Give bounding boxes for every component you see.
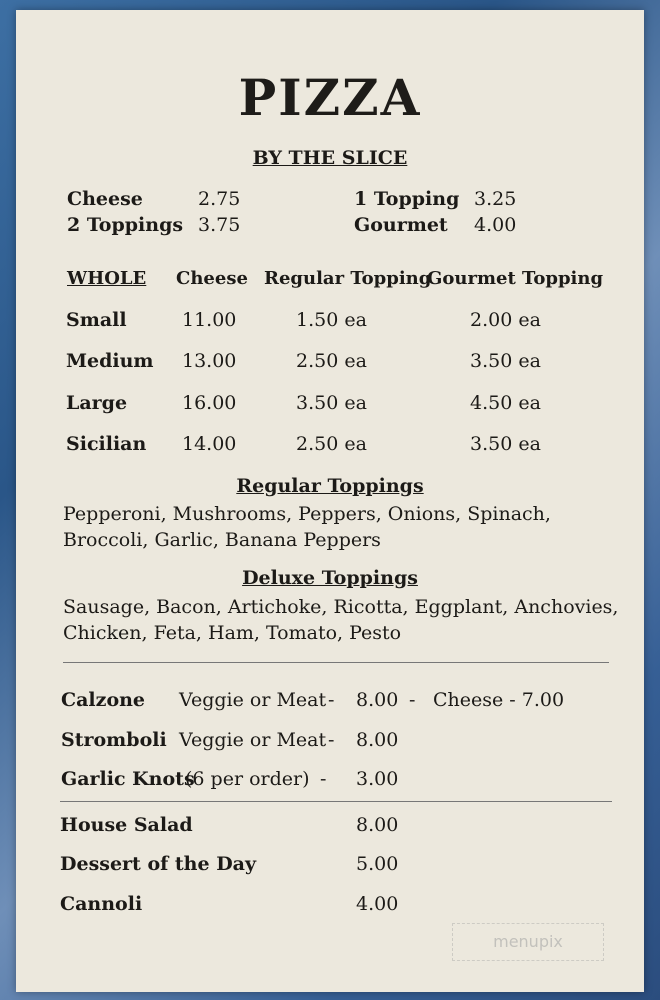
by-the-slice-heading: BY THE SLICE (252, 147, 408, 169)
size-label: Large (66, 392, 128, 414)
gourmet-price: 3.50 ea (470, 433, 541, 455)
size-label: Medium (66, 350, 154, 372)
calzone-desc: Veggie or Meat (179, 689, 327, 711)
cannoli-name: Cannoli (60, 893, 143, 915)
regular-price: 3.50 ea (296, 392, 367, 414)
regular-toppings-list: Pepperoni, Mushrooms, Peppers, Onions, Spinach, Broccoli, Garlic, Banana Peppers (63, 503, 551, 551)
slice-item-price: 3.25 (474, 188, 517, 210)
slice-item-name: Gourmet (354, 214, 448, 236)
garlic-knots-dash: - (320, 768, 327, 790)
stromboli-dash: - (328, 729, 335, 751)
slice-item-name: 2 Toppings (67, 214, 184, 236)
dessert-name: Dessert of the Day (60, 853, 257, 875)
slice-item-name: 1 Topping (354, 188, 460, 210)
house-salad-price: 8.00 (356, 814, 399, 836)
size-label: Small (66, 309, 127, 331)
slice-item-name: Cheese (67, 188, 143, 210)
cheese-header: Cheese (176, 268, 248, 289)
divider (60, 801, 612, 802)
gourmet-price: 4.50 ea (470, 392, 541, 414)
house-salad-name: House Salad (60, 814, 193, 836)
regular-toppings-heading: Regular Toppings (236, 475, 424, 497)
regular-price: 1.50 ea (296, 309, 367, 331)
whole-header: WHOLE (67, 268, 147, 289)
size-label: Sicilian (66, 433, 147, 455)
gourmet-topping-header: Gourmet Topping (427, 268, 604, 289)
watermark: menupix (452, 923, 604, 961)
cannoli-price: 4.00 (356, 893, 399, 915)
calzone-cheese-price: Cheese - 7.00 (433, 689, 565, 711)
calzone-dash: - (328, 689, 335, 711)
garlic-knots-desc: (6 per order) (185, 768, 310, 790)
menu-title: PIZZA (238, 68, 422, 127)
deluxe-toppings-list: Sausage, Bacon, Artichoke, Ricotta, Eggplant, Anchovies, Chicken, Feta, Ham, Tomato, Pesto (63, 596, 619, 644)
garlic-knots-price: 3.00 (356, 768, 399, 790)
regular-price: 2.50 ea (296, 350, 367, 372)
calzone-dash-2: - (409, 689, 416, 711)
gourmet-price: 3.50 ea (470, 350, 541, 372)
slice-item-price: 2.75 (198, 188, 241, 210)
cheese-price: 16.00 (182, 392, 237, 414)
menu-card (16, 10, 644, 992)
dessert-price: 5.00 (356, 853, 399, 875)
regular-topping-header: Regular Topping (264, 268, 432, 289)
cheese-price: 11.00 (182, 309, 237, 331)
cheese-price: 14.00 (182, 433, 237, 455)
cheese-price: 13.00 (182, 350, 237, 372)
calzone-name: Calzone (61, 689, 146, 711)
garlic-knots-name: Garlic Knots (61, 768, 195, 790)
stromboli-price: 8.00 (356, 729, 399, 751)
divider (63, 662, 609, 663)
stromboli-desc: Veggie or Meat (179, 729, 327, 751)
calzone-price: 8.00 (356, 689, 399, 711)
deluxe-toppings-heading: Deluxe Toppings (242, 567, 418, 589)
gourmet-price: 2.00 ea (470, 309, 541, 331)
slice-item-price: 4.00 (474, 214, 517, 236)
slice-item-price: 3.75 (198, 214, 241, 236)
regular-price: 2.50 ea (296, 433, 367, 455)
stromboli-name: Stromboli (61, 729, 167, 751)
